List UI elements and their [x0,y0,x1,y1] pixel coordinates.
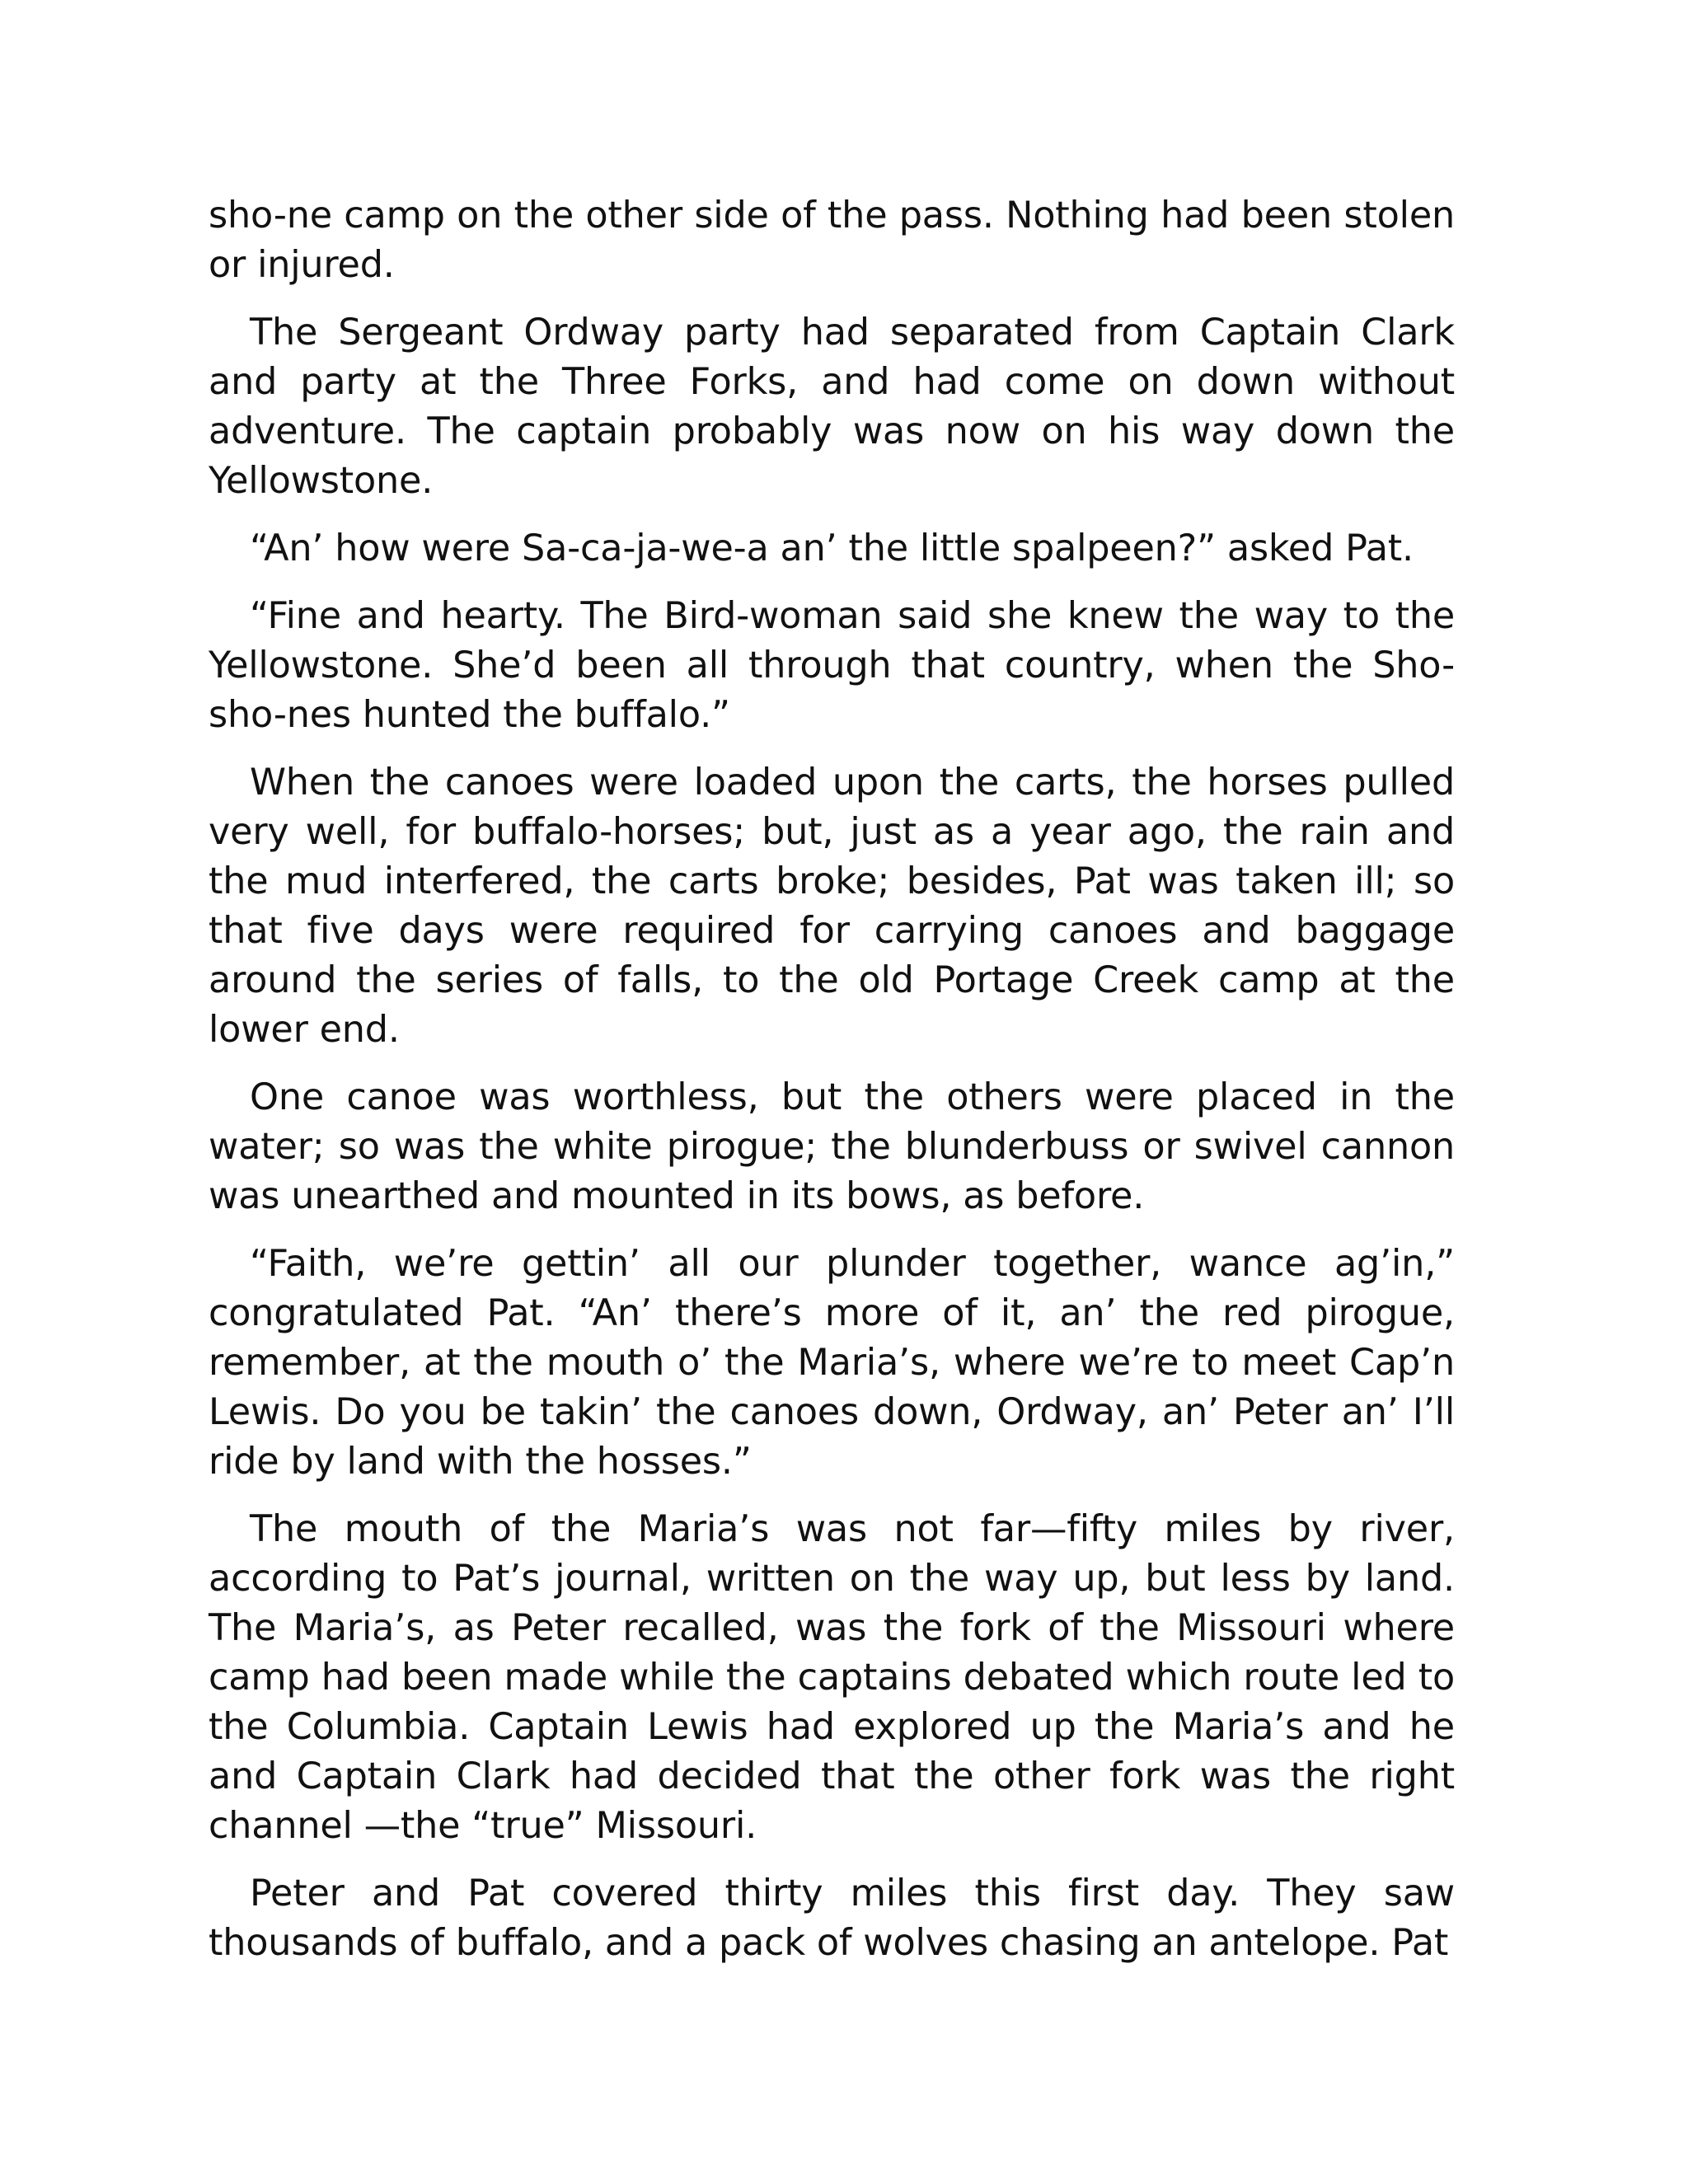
paragraph-bird-woman: “Fine and hearty. The Bird-woman said she knew the way to the Yellowstone. She’d been all through that country, when the Sho-sho-nes hunted the buffalo.” [209,595,1455,736]
paragraph-canoes: One canoe was worthless, but the others were placed in the water; so was the white pirogue; the blunderbuss or swivel cannon was unearthed and mounted in its bows, as before. [209,1076,1455,1217]
paragraph-portage: When the canoes were loaded upon the carts, the horses pulled very well, for buffalo-horses; but, just as a year ago, the rain and the mud interfered, the carts broke; besides, Pat was taken ill; so that five days were required for carrying canoes and baggage around the series of falls, to the old Portage Creek camp at the lower end. [209,762,1455,1051]
paragraph-pat-plunder: “Faith, we’re gettin’ all our plunder together, wance ag’in,” congratulated Pat. “An’ there’s more of it, an’ the red pirogue, remember, at the mouth o’ the Maria’s, where we’re to meet Cap’n Lewis. Do you be takin’ the canoes down, Ordway, an’ Peter an’ I’ll ride by land with the hosses.” [209,1243,1455,1483]
paragraph-ordway-party: The Sergeant Ordway party had separated from Captain Clark and party at the Three Forks, and had come on down without adventure. The captain probably was now on his way down the Yellowstone. [209,312,1455,502]
paragraph-continued: sho-ne camp on the other side of the pass. Nothing had been stolen or injured. [209,194,1455,286]
paragraph-pat-question: “An’ how were Sa-ca-ja-we-a an’ the little spalpeen?” asked Pat. [250,527,1414,569]
paragraph-marias: The mouth of the Maria’s was not far—fifty miles by river, according to Pat’s journal, written on the way up, but less by land. The Maria’s, as Peter recalled, was the fork of the Missouri where camp had been made while the captains debated which route led to the Columbia. Captain Lewis had explored up the Maria’s and he and Captain Clark had decided that the other fork was the right channel —the “true” Missouri. [209,1508,1455,1847]
paragraph-first-day: Peter and Pat covered thirty miles this first day. They saw thousands of buffalo, and a pack of wolves chasing an antelope. Pat [209,1872,1455,1964]
book-page-text [209,191,1455,1986]
